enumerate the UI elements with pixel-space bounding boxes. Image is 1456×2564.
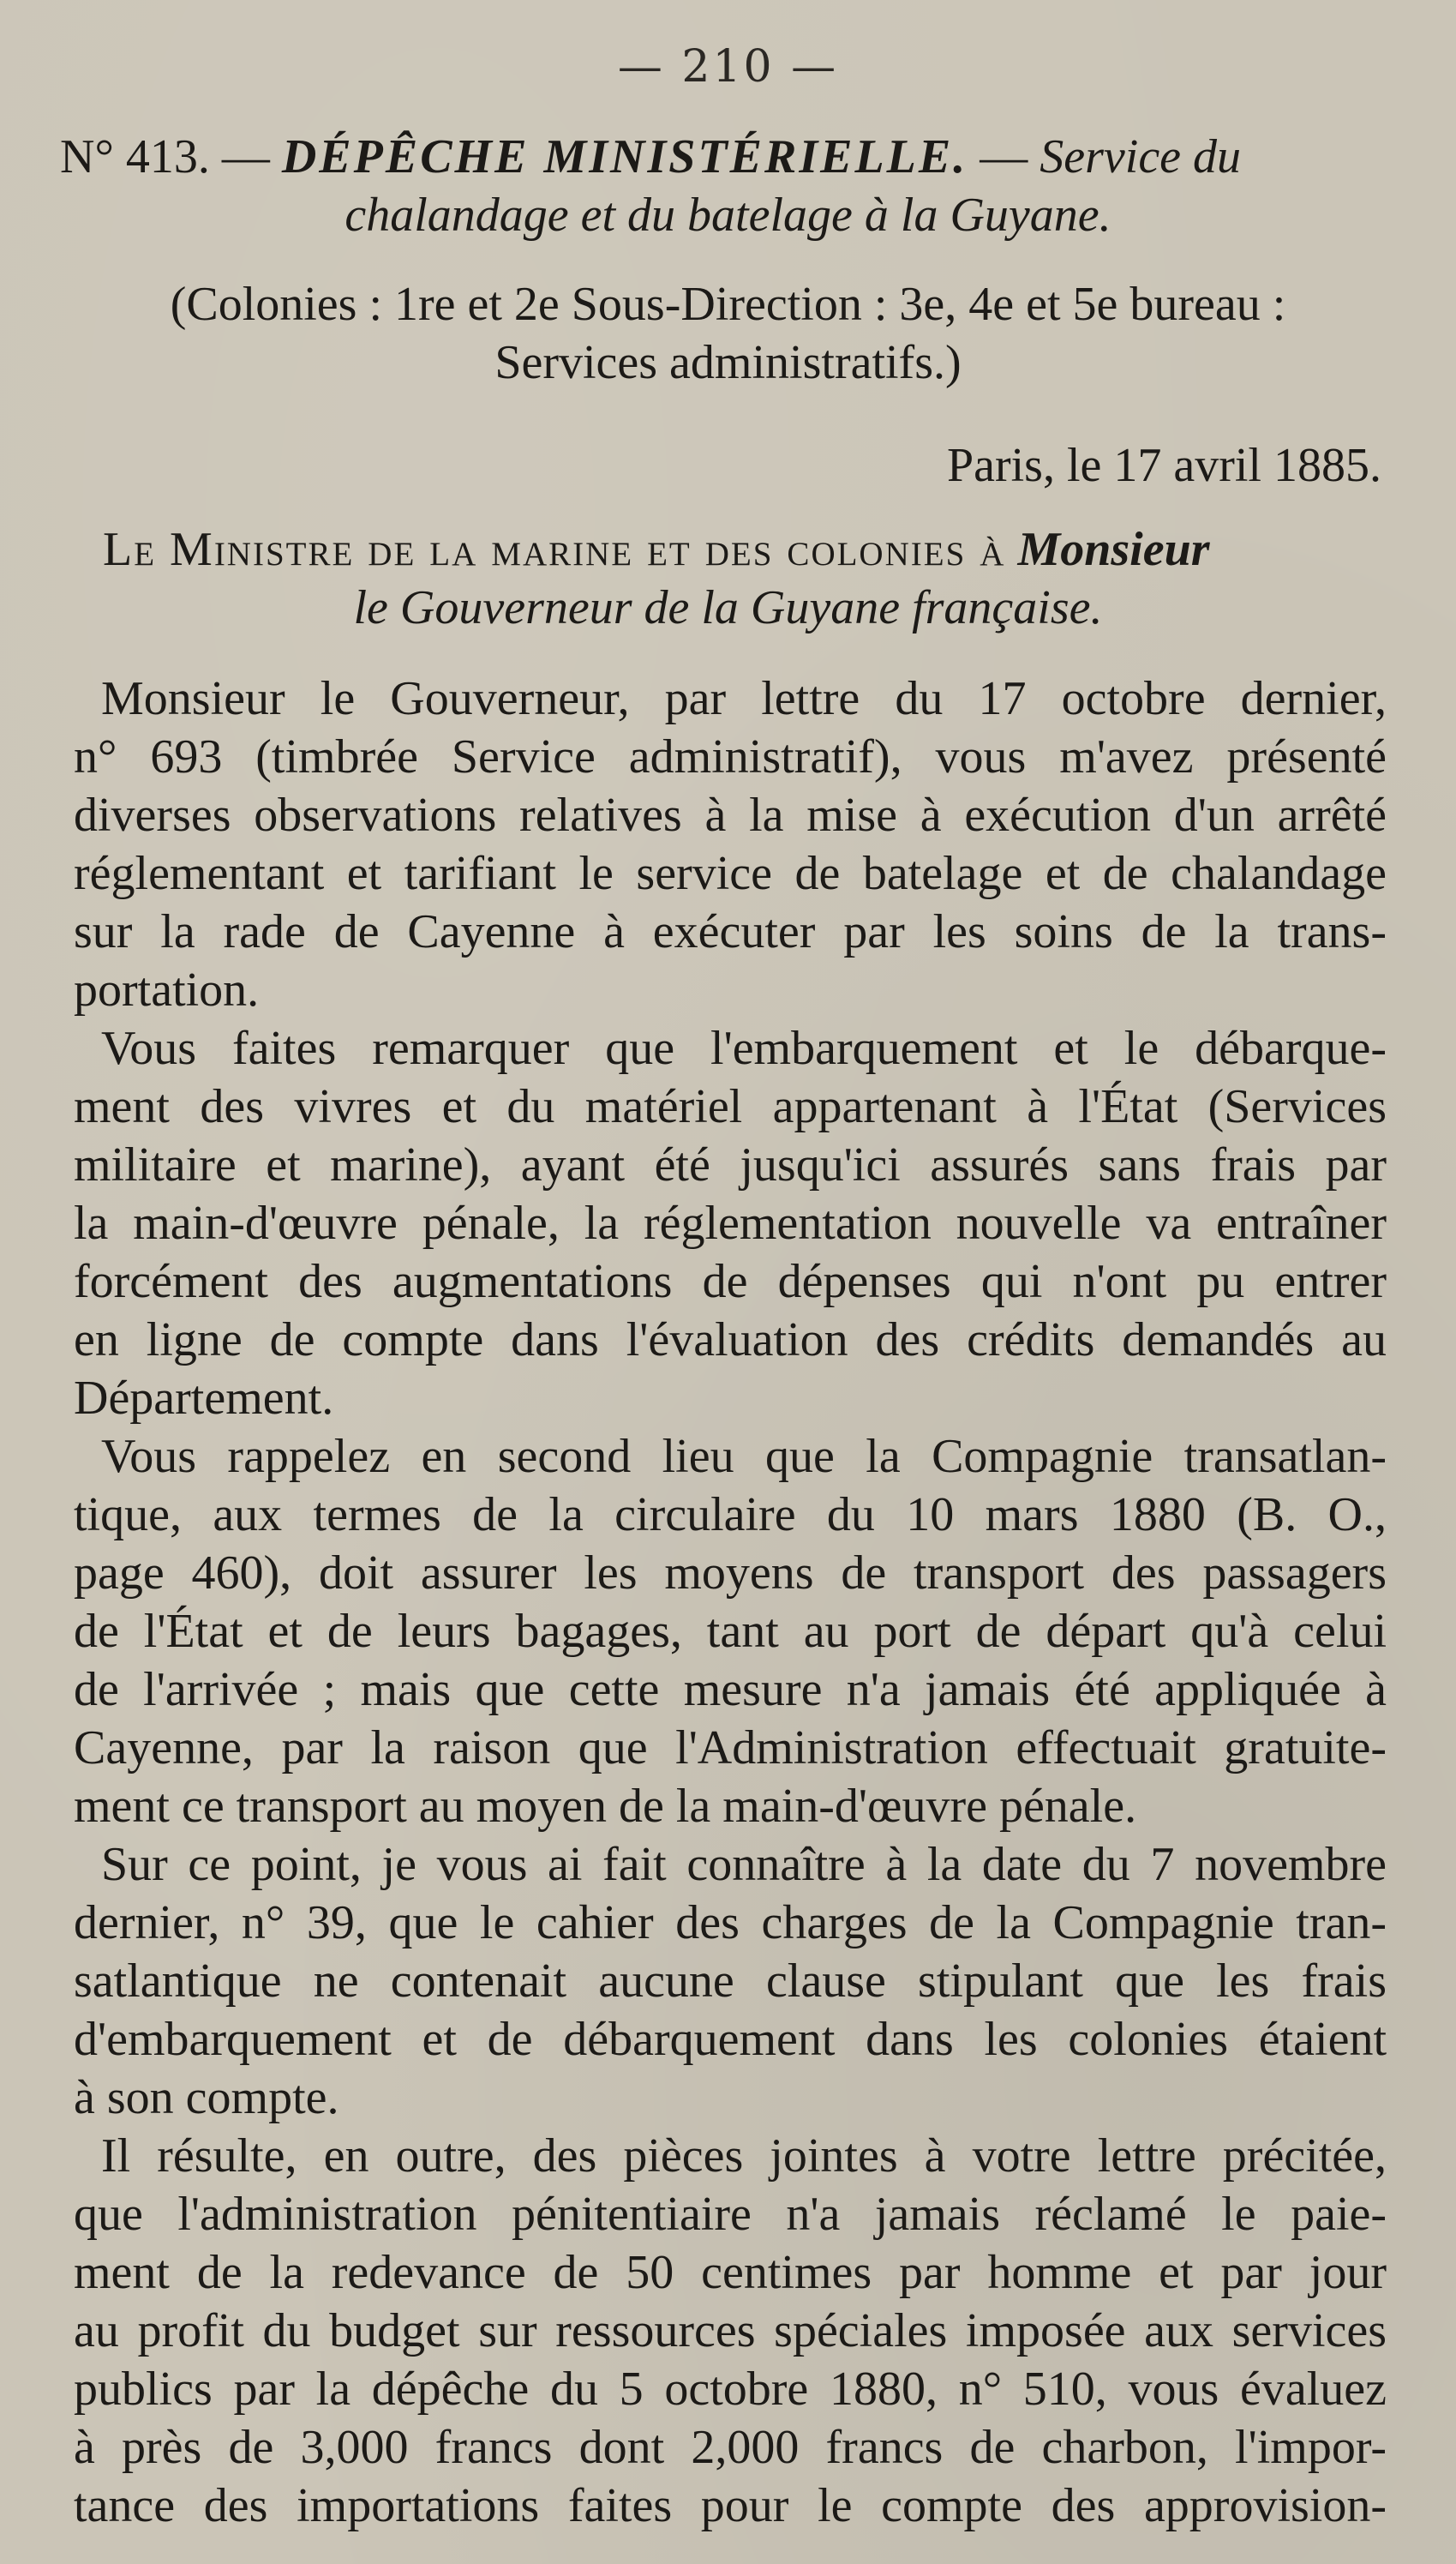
body-line: militaire et marine), ayant été jusqu'ici assurés sans frais par xyxy=(74,1138,1387,1192)
body-line: tique, aux termes de la circulaire du 10 mars 1880 (B. O., xyxy=(74,1488,1387,1541)
document-heading: N° 413. — DÉPÊCHE MINISTÉRIELLE. — Service du xyxy=(60,130,1242,183)
direction-line2: Services administratifs.) xyxy=(494,336,962,389)
body-line: n° 693 (timbrée Service administratif), vous m'avez présenté xyxy=(74,730,1387,784)
body-line: Vous rappelez en second lieu que la Compagnie transatlan- xyxy=(101,1430,1387,1483)
body-line: ment des vivres et du matériel appartenant à l'État (Services xyxy=(74,1080,1387,1133)
body-line: portation. xyxy=(74,964,260,1017)
body-line: publics par la dépêche du 5 octobre 1880, n° 510, vous évaluez xyxy=(74,2363,1387,2416)
body-line: au profit du budget sur ressources spéciales imposée aux services xyxy=(74,2304,1387,2357)
document-title: DÉPÊCHE MINISTÉRIELLE. xyxy=(281,130,968,183)
body-line: forcément des augmentations de dépenses qui n'ont pu entrer xyxy=(74,1255,1387,1308)
page-number: — 210 — xyxy=(617,41,839,93)
document-number: N° 413. xyxy=(60,130,210,183)
body-line: réglementant et tarifiant le service de batelage et de chalandage xyxy=(74,847,1387,900)
body-line: de l'État et de leurs bagages, tant au port de départ qu'à celui xyxy=(74,1605,1387,1658)
document-subject-line2: chalandage et du batelage à la Guyane. xyxy=(345,189,1111,242)
body-line: la main-d'œuvre pénale, la réglementation nouvelle va entraîner xyxy=(74,1197,1387,1250)
body-line: à près de 3,000 francs dont 2,000 francs de charbon, l'impor- xyxy=(74,2421,1387,2474)
body-line: d'embarquement et de débarquement dans les colonies étaient xyxy=(74,2013,1387,2066)
body-line: dernier, n° 39, que le cahier des charges de la Compagnie tran- xyxy=(74,1896,1387,1949)
body-line: Sur ce point, je vous ai fait connaître à la date du 7 novembre xyxy=(101,1838,1387,1891)
body-line: Monsieur le Gouverneur, par lettre du 17 octobre dernier, xyxy=(101,672,1387,725)
address-sender: Le Ministre de la marine et des colonies à xyxy=(103,523,1006,576)
direction-line1: (Colonies : 1re et 2e Sous-Direction : 3e, 4e et 5e bureau : xyxy=(170,278,1286,331)
body-line: Vous faites remarquer que l'embarquement et le débarque- xyxy=(101,1022,1387,1075)
body-line: diverses observations relatives à la mise à exécution d'un arrêté xyxy=(74,789,1387,842)
body-line: ment ce transport au moyen de la main-d'œuvre pénale. xyxy=(74,1780,1137,1833)
body-line: que l'administration pénitentiaire n'a jamais réclamé le paie- xyxy=(74,2188,1387,2241)
document-subject-line1: Service du xyxy=(1040,130,1242,183)
body-line: Il résulte, en outre, des pièces jointes à votre lettre précitée, xyxy=(101,2129,1387,2183)
body-line: en ligne de compte dans l'évaluation des crédits demandés au xyxy=(74,1313,1387,1366)
body-line: à son compte. xyxy=(74,2071,339,2124)
body-line: page 460), doit assurer les moyens de transport des passagers xyxy=(74,1546,1387,1600)
body-line: de l'arrivée ; mais que cette mesure n'a jamais été appliquée à xyxy=(74,1663,1387,1716)
address-line1 xyxy=(103,519,1210,579)
address-recipient-start: Monsieur xyxy=(1017,523,1210,576)
body-line: Cayenne, par la raison que l'Administration effectuait gratuite- xyxy=(74,1721,1387,1774)
body-line: Département. xyxy=(74,1372,334,1425)
body-line: tance des importations faites pour le compte des approvision- xyxy=(74,2479,1387,2532)
address-line2: le Gouverneur de la Guyane française. xyxy=(353,581,1103,634)
body-line: sur la rade de Cayenne à exécuter par les soins de la trans- xyxy=(74,905,1387,958)
dateline: Paris, le 17 avril 1885. xyxy=(946,439,1381,492)
body-line: satlantique ne contenait aucune clause stipulant que les frais xyxy=(74,1955,1387,2008)
body-line: ment de la redevance de 50 centimes par homme et par jour xyxy=(74,2246,1387,2299)
